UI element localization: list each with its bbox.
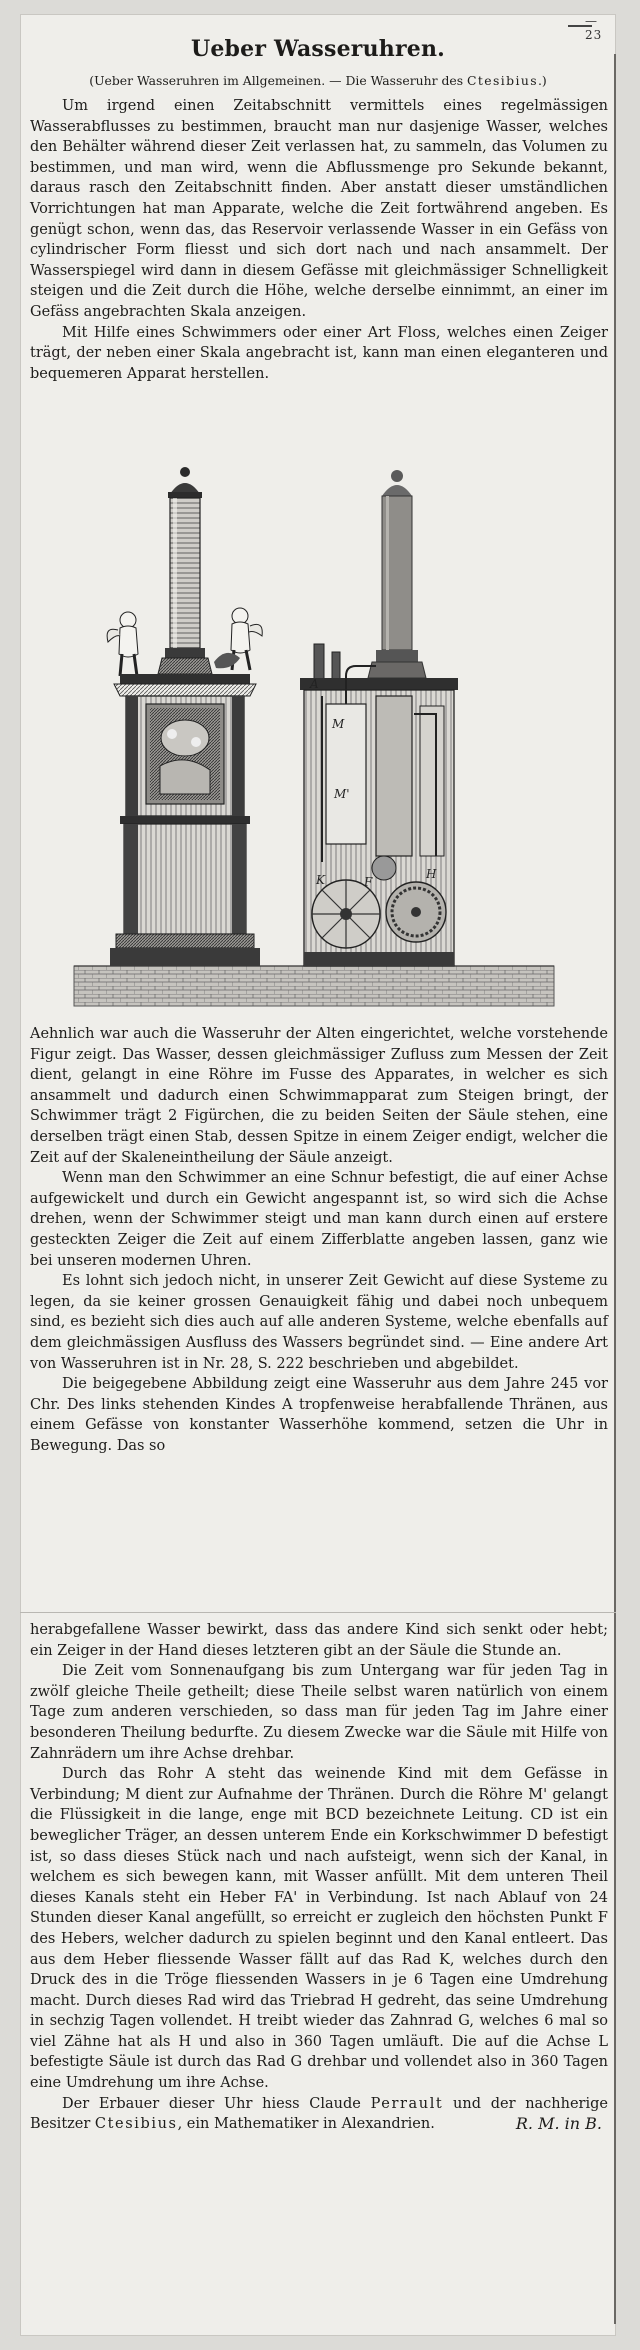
figure-label-M-prime: M' [334, 787, 350, 801]
subtitle-prefix: (Ueber Wasseruhren im Allgemeinen. — Die Wasseruhr des [89, 73, 468, 88]
paragraph: herabgefallene Wasser bewirkt, dass das andere Kind sich senkt oder hebt; ein Zeiger in der Hand dieses letzteren gibt an der Säule die Stunde an. [30, 1622, 608, 1659]
figure-label-M: M [332, 717, 345, 731]
article-title: Ueber Wasseruhren. [190, 36, 446, 62]
paragraph: Durch das Rohr A steht das weinende Kind mit dem Gefässe in Verbindung; M dient zur Aufnahme der Thränen. Durch die Röhre M' gelangt die Flüssigkeit in die lange, enge mit BCD bezeichnete Leitung. CD ist ein beweglicher Träger, an dessen unterem Ende ein Korkschwimmer D befestigt ist, so dass dieses Stück nach und nach aufsteigt, wenn sich der Kanal, in welchem es sich bewegen kann, mit Wasser anfüllt. Mit dem unteren Theil dieses Kanals steht ein Heber FA' in Verbindung. Ist nach Ablauf von 24 Stunden dieser Kanal angefüllt, so erreicht er zugleich den höchsten Punkt F des Hebers, welcher dadurch zu spielen beginnt und den Kanal entleert. Das aus dem Heber fliessende Wasser fällt auf das Rad K, welches durch den Druck des in die Tröge fliessenden Wassers in je 6 Tagen eine Umdrehung macht. Durch dieses Rad wird das Triebrad H gedreht, das seine Umdrehung in sechzig Tagen vollendet. H treibt wieder das Zahnrad G, welches 6 mal so viel Zähne hat als H und also in 360 Tagen umläuft. Die auf die Achse L befestigte Säule ist durch das Rad G drehbar und vollendet also in 360 Tagen eine Umdrehung um ihre Achse. [30, 1766, 608, 2092]
text-block-middle [30, 1024, 608, 1456]
paragraph: Um irgend einen Zeitabschnitt vermittels eines regelmässigen Wasserabflusses zu bestimmen, braucht man nur dasjenige Wasser, welches den Behälter während dieser Zeit verlassen hat, zu sammeln, das Volumen zu bestimmen, und man wird, wenn die Abflussmenge pro Sekunde bekannt, daraus rasch den Zeitabschnitt finden. Aber anstatt dieser umständlichen Vorrichtungen hat man Apparate, welche die Zeit fortwährend angeben. Es genügt schon, wenn das, das Reservoir verlassende Wasser in ein Gefäss von cylindrischer Form fliesst und sich dort nach und nach ansammelt. Der Wasserspiegel wird dann in diesem Gefässe mit gleichmässiger Schnelligkeit steigen und die Zeit durch die Höhe, welche derselbe einnimmt, an einer im Gefäss angebrachten Skala anzeigen. [30, 98, 608, 320]
paragraph: Es lohnt sich jedoch nicht, in unserer Zeit Gewicht auf diese Systeme zu legen, da sie keiner grossen Genauigkeit fähig und dabei noch unbequem sind, es bezieht sich dies auch auf alle anderen Systeme, welche ebenfalls auf dem gleichmässigen Ausfluss des Wassers begründet sind. — Eine andere Art von Wasseruhren ist in Nr. 28, S. 222 beschrieben und abgebildet. [30, 1273, 608, 1372]
article-subtitle [24, 73, 612, 88]
paragraph: Wenn man den Schwimmer an eine Schnur befestigt, die auf einer Achse aufgewickelt und durch ein Gewicht angespannt ist, so wird sich die Achse drehen, wenn der Schwimmer steigt und man kann durch einen auf erstere gesteckten Zeiger die Zeit auf einem Zifferblatte angeben lassen, ganz wie bei unseren modernen Uhren. [30, 1170, 608, 1269]
paragraph: Mit Hilfe eines Schwimmers oder einer Art Floss, welches einen Zeiger trägt, der neben einer Skala angebracht ist, kann man einen eleganteren und bequemeren Apparat herstellen. [30, 324, 608, 382]
figure-label-K: K [316, 873, 325, 887]
figure-label-A: A [310, 677, 319, 691]
water-clock-illustration [64, 466, 564, 1018]
engraving-svg [64, 466, 564, 1018]
owner-name: Ctesibius [94, 2116, 178, 2133]
closing-suffix: , ein Mathematiker in Alexandrien. [177, 2116, 435, 2133]
paragraph: Aehnlich war auch die Wasseruhr der Alten eingerichtet, welche vorstehende Figur zeigt. Das Wasser, dessen gleichmässiger Zufluss zum Messen der Zeit dient, gelangt in eine Röhre im Fusse des Apparates, in welcher es sich ansammelt und dadurch einen Schwimmapparat zum Steigen bringt, der Schwimmer trägt 2 Figürchen, die zu beiden Seiten der Säule stehen, eine derselben trägt einen Stab, dessen Spitze in einem Zeiger endigt, welcher die Zeit auf der Skaleneintheilung der Säule anzeigt. [30, 1026, 608, 1166]
paragraph: Die beigegebene Abbildung zeigt eine Wasseruhr aus dem Jahre 245 vor Chr. Des links stehenden Kindes A tropfenweise herabfallende Thränen, aus einem Gefässe von konstanter Wasserhöhe kommend, setzen die Uhr in Bewegung. Das so [30, 1376, 608, 1454]
paragraph: Die Zeit vom Sonnenaufgang bis zum Untergang war für jeden Tag in zwölf gleiche Theile getheilt; diese Theile selbst waren natürlich von einem Tage zum anderen verschieden, so dass man für jeden Tag im Jahre einer besonderen Theilung bedurfte. Zu diesem Zwecke war die Säule mit Hilfe von Zahnrädern um ihre Achse drehbar. [30, 1663, 608, 1762]
text-block-top [30, 96, 608, 384]
ornate-water-clock [107, 467, 262, 966]
closing-middle: und der nachherige Besitzer [30, 2095, 608, 2133]
page-number: — 23 [585, 14, 603, 42]
sectional-water-clock [300, 470, 458, 966]
figure-label-F: F [364, 875, 373, 889]
text-block-bottom [30, 1620, 608, 2133]
subtitle-name: Ctesibius [467, 73, 538, 88]
column-seam [20, 1612, 616, 1613]
figure-label-H: H [426, 867, 437, 881]
closing-prefix: Der Erbauer dieser Uhr hiess Claude [62, 2095, 371, 2112]
column-rule [614, 54, 616, 2324]
author-signature: R. M. in B. [515, 2114, 602, 2134]
subtitle-suffix: .) [537, 73, 547, 88]
builder-name: Perrault [370, 2095, 444, 2112]
newspaper-page [20, 14, 616, 2336]
